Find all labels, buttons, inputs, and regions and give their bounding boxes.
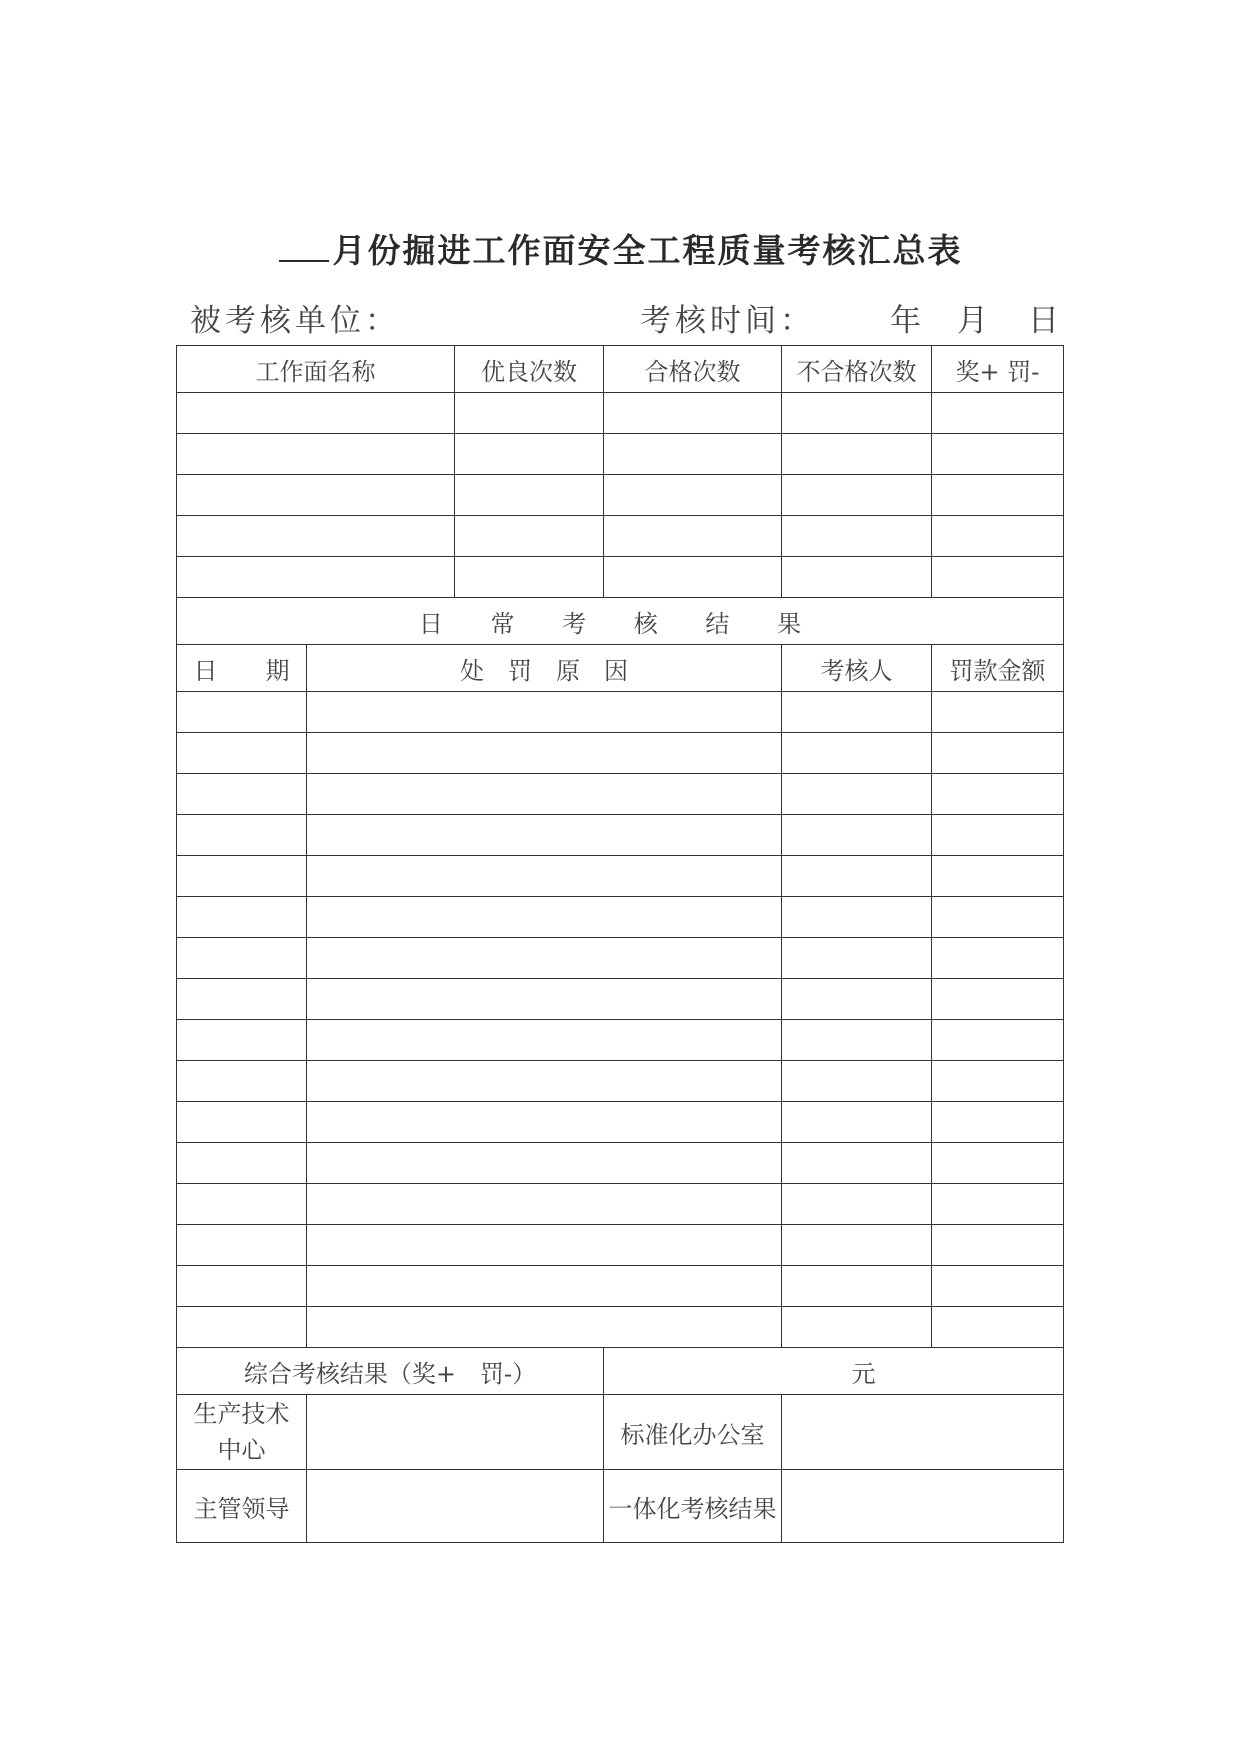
summary-header-row — [177, 346, 1064, 393]
col-header-qualified-count: 合格次数 — [604, 346, 782, 393]
fine-amount-cell[interactable] — [932, 1020, 1064, 1061]
fine-amount-cell[interactable] — [932, 774, 1064, 815]
fine-amount-cell[interactable] — [932, 815, 1064, 856]
fine-amount-cell[interactable] — [932, 938, 1064, 979]
overall-result-label: 综合考核结果（奖+ 罚-） — [177, 1348, 604, 1395]
reward-penalty-cell[interactable] — [932, 516, 1064, 557]
month-blank-line — [279, 232, 329, 262]
date-cell[interactable] — [177, 1225, 307, 1266]
reward-penalty-cell[interactable] — [932, 393, 1064, 434]
fine-amount-cell[interactable] — [932, 979, 1064, 1020]
reward-penalty-cell[interactable] — [932, 557, 1064, 598]
signoff-row-2 — [177, 1470, 1064, 1543]
penalty-reason-cell[interactable] — [307, 1307, 782, 1348]
qualified-count-cell[interactable] — [604, 475, 782, 516]
assessor-cell[interactable] — [782, 1307, 932, 1348]
daily-row — [177, 1307, 1064, 1348]
penalty-reason-cell[interactable] — [307, 1020, 782, 1061]
excellent-count-cell[interactable] — [455, 475, 604, 516]
std-office-label: 标准化办公室 — [604, 1395, 782, 1470]
date-cell[interactable] — [177, 1102, 307, 1143]
date-cell[interactable] — [177, 938, 307, 979]
penalty-reason-cell[interactable] — [307, 1143, 782, 1184]
penalty-reason-cell[interactable] — [307, 938, 782, 979]
fine-amount-cell[interactable] — [932, 856, 1064, 897]
face-name-cell[interactable] — [177, 475, 455, 516]
face-name-cell[interactable] — [177, 434, 455, 475]
unit-label: 被考核单位： — [190, 303, 400, 339]
unqualified-count-cell[interactable] — [782, 475, 932, 516]
summary-row — [177, 434, 1064, 475]
assessor-cell[interactable] — [782, 856, 932, 897]
daily-row — [177, 1225, 1064, 1266]
assessor-cell[interactable] — [782, 692, 932, 733]
qualified-count-cell[interactable] — [604, 516, 782, 557]
daily-row — [177, 1143, 1064, 1184]
prod-tech-sign-cell[interactable] — [307, 1395, 604, 1470]
summary-row — [177, 393, 1064, 434]
overall-result-row — [177, 1348, 1064, 1395]
col-header-face-name: 工作面名称 — [177, 346, 455, 393]
penalty-reason-cell[interactable] — [307, 815, 782, 856]
fine-amount-cell[interactable] — [932, 897, 1064, 938]
daily-row — [177, 815, 1064, 856]
date-cell[interactable] — [177, 856, 307, 897]
date-cell[interactable] — [177, 815, 307, 856]
daily-row — [177, 897, 1064, 938]
face-name-cell[interactable] — [177, 516, 455, 557]
std-office-sign-cell[interactable] — [782, 1395, 1064, 1470]
excellent-count-cell[interactable] — [455, 516, 604, 557]
summary-row — [177, 475, 1064, 516]
daily-row — [177, 1102, 1064, 1143]
assessment-form-table — [176, 345, 1064, 1543]
fine-amount-cell[interactable] — [932, 1102, 1064, 1143]
penalty-reason-cell[interactable] — [307, 1061, 782, 1102]
col-header-unqualified-count: 不合格次数 — [782, 346, 932, 393]
daily-section-title: 日 常 考 核 结 果 — [177, 598, 1064, 645]
penalty-reason-cell[interactable] — [307, 774, 782, 815]
page-title — [0, 225, 1241, 272]
date-cell[interactable] — [177, 692, 307, 733]
overall-result-amount[interactable]: 元 — [604, 1348, 1064, 1395]
assessor-cell[interactable] — [782, 1143, 932, 1184]
daily-row — [177, 1266, 1064, 1307]
daily-row — [177, 938, 1064, 979]
fine-amount-cell[interactable] — [932, 1266, 1064, 1307]
daily-row — [177, 1020, 1064, 1061]
qualified-count-cell[interactable] — [604, 557, 782, 598]
assessor-cell[interactable] — [782, 1225, 932, 1266]
qualified-count-cell[interactable] — [604, 434, 782, 475]
summary-row — [177, 557, 1064, 598]
excellent-count-cell[interactable] — [455, 557, 604, 598]
reward-penalty-cell[interactable] — [932, 475, 1064, 516]
date-cell[interactable] — [177, 897, 307, 938]
assessor-cell[interactable] — [782, 1184, 932, 1225]
date-cell[interactable] — [177, 1266, 307, 1307]
assessor-cell[interactable] — [782, 733, 932, 774]
daily-header-row — [177, 645, 1064, 692]
daily-section-title-row — [177, 598, 1064, 645]
assessor-cell[interactable] — [782, 1020, 932, 1061]
assessor-cell[interactable] — [782, 774, 932, 815]
face-name-cell[interactable] — [177, 393, 455, 434]
penalty-reason-cell[interactable] — [307, 1266, 782, 1307]
assessor-cell[interactable] — [782, 897, 932, 938]
date-cell[interactable] — [177, 1143, 307, 1184]
fine-amount-cell[interactable] — [932, 1184, 1064, 1225]
date-cell[interactable] — [177, 733, 307, 774]
signoff-row-1 — [177, 1395, 1064, 1470]
col-header-reward-penalty: 奖+ 罚- — [932, 346, 1064, 393]
excellent-count-cell[interactable] — [455, 434, 604, 475]
integrated-result-label: 一体化考核结果 — [604, 1470, 782, 1543]
date-cell[interactable] — [177, 774, 307, 815]
unqualified-count-cell[interactable] — [782, 393, 932, 434]
col-header-assessor: 考核人 — [782, 645, 932, 692]
summary-row — [177, 516, 1064, 557]
leader-label: 主管领导 — [177, 1470, 307, 1543]
daily-row — [177, 979, 1064, 1020]
penalty-reason-cell[interactable] — [307, 1225, 782, 1266]
col-header-date: 日 期 — [177, 645, 307, 692]
penalty-reason-cell[interactable] — [307, 897, 782, 938]
fine-amount-cell[interactable] — [932, 733, 1064, 774]
date-cell[interactable] — [177, 1061, 307, 1102]
day-label: 日 — [1028, 303, 1063, 339]
daily-row — [177, 856, 1064, 897]
daily-row — [177, 733, 1064, 774]
month-label: 月 — [957, 303, 992, 339]
col-header-fine-amount: 罚款金额 — [932, 645, 1064, 692]
penalty-reason-cell[interactable] — [307, 856, 782, 897]
daily-row — [177, 1061, 1064, 1102]
qualified-count-cell[interactable] — [604, 393, 782, 434]
year-label: 年 — [890, 303, 925, 339]
daily-row — [177, 1184, 1064, 1225]
penalty-reason-cell[interactable] — [307, 1184, 782, 1225]
assessor-cell[interactable] — [782, 1266, 932, 1307]
title-text: 月份掘进工作面安全工程质量考核汇总表 — [332, 231, 963, 270]
unqualified-count-cell[interactable] — [782, 557, 932, 598]
daily-row — [177, 692, 1064, 733]
col-header-excellent-count: 优良次数 — [455, 346, 604, 393]
assessor-cell[interactable] — [782, 1102, 932, 1143]
date-cell[interactable] — [177, 1020, 307, 1061]
prod-tech-label: 生产技术中心 — [177, 1395, 307, 1470]
date-cell[interactable] — [177, 979, 307, 1020]
assessor-cell[interactable] — [782, 1061, 932, 1102]
assessor-cell[interactable] — [782, 815, 932, 856]
integrated-result-cell[interactable] — [782, 1470, 1064, 1543]
time-label: 考核时间： — [640, 303, 815, 339]
daily-row — [177, 774, 1064, 815]
penalty-reason-cell[interactable] — [307, 1102, 782, 1143]
penalty-reason-cell[interactable] — [307, 692, 782, 733]
penalty-reason-cell[interactable] — [307, 733, 782, 774]
unqualified-count-cell[interactable] — [782, 434, 932, 475]
date-cell[interactable] — [177, 1307, 307, 1348]
date-cell[interactable] — [177, 1184, 307, 1225]
excellent-count-cell[interactable] — [455, 393, 604, 434]
leader-sign-cell[interactable] — [307, 1470, 604, 1543]
assessor-cell[interactable] — [782, 979, 932, 1020]
fine-amount-cell[interactable] — [932, 1061, 1064, 1102]
fine-amount-cell[interactable] — [932, 1143, 1064, 1184]
col-header-penalty-reason: 处 罚 原 因 — [307, 645, 782, 692]
fine-amount-cell[interactable] — [932, 1225, 1064, 1266]
face-name-cell[interactable] — [177, 557, 455, 598]
fine-amount-cell[interactable] — [932, 1307, 1064, 1348]
reward-penalty-cell[interactable] — [932, 434, 1064, 475]
penalty-reason-cell[interactable] — [307, 979, 782, 1020]
assessor-cell[interactable] — [782, 938, 932, 979]
fine-amount-cell[interactable] — [932, 692, 1064, 733]
unqualified-count-cell[interactable] — [782, 516, 932, 557]
